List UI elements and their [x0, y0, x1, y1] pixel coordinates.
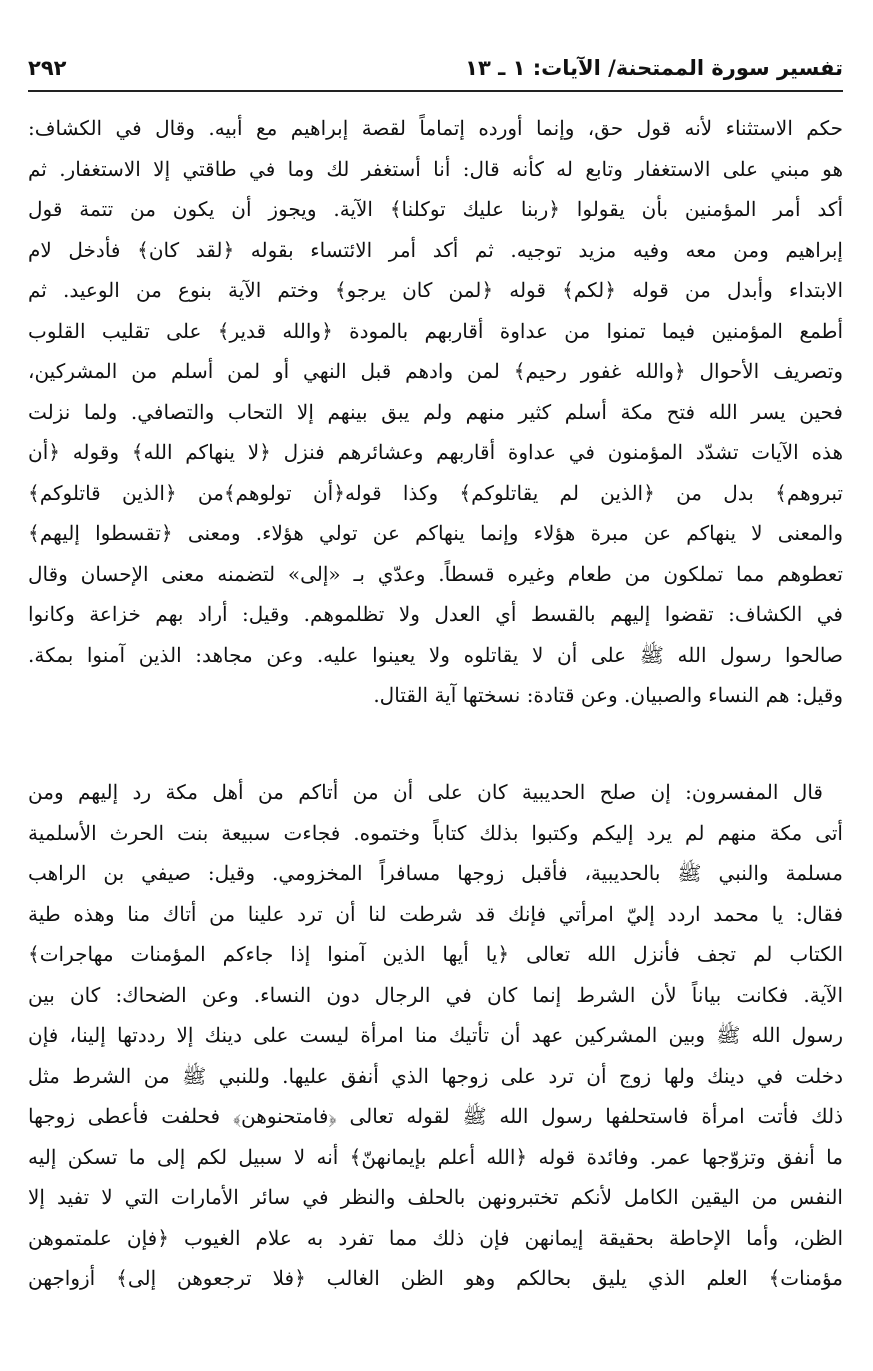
- text-line: وتصريف الأحوال ﴿والله غفور رحيم﴾ لمن وادهم قبل النهي أو لمن أسلم من المشركين،: [28, 359, 843, 383]
- paragraph-2: [28, 772, 843, 1299]
- running-title: تفسير سورة الممتحنة/ الآيات: ١ ـ ١٣: [465, 56, 843, 80]
- text-line: رسول الله ﷺ وبين المشركين عهد أن تأتيك منا امرأة ليست على دينك إلا رددتها إلينا، فإن: [28, 1023, 843, 1047]
- header-divider: [28, 90, 843, 92]
- text-line: فقال: يا محمد اردد إليّ امرأتي فإنك قد شرطت لنا أن ترد علينا من أتاك منا وهذه طية: [28, 901, 843, 926]
- text-line: حكم الاستثناء لأنه قول حق، وإنما أورده إتماماً لقصة إبراهيم مع أبيه. وقال في الكشاف:: [28, 116, 843, 140]
- text-line: وقيل: هم النساء والصبيان. وعن قتادة: نسختها آية القتال.: [373, 683, 843, 707]
- text-line: هذه الآيات تشدّد المؤمنون في عداوة أقاربهم وعشائرهم فنزل ﴿لا ينهاكم الله﴾ وقوله ﴿أن: [28, 440, 843, 464]
- text-line: هو مبني على الاستغفار وتابع له كأنه قال: أنا أستغفر لك وما في طاقتي إلا الاستغفار. ثم: [28, 156, 843, 181]
- text-line: أكد أمر المؤمنين بأن يقولوا ﴿ربنا عليك توكلنا﴾ الآية. ويجوز أن يكون من تتمة قول: [28, 197, 843, 221]
- text-line: أطمع المؤمنين فيما تمنوا من عداوة أقاربهم بالمودة ﴿والله قدير﴾ على تقليب القلوب: [28, 318, 843, 343]
- page-header: [28, 50, 843, 86]
- text-line: تعطوهم مما تملكون من طعام وغيره قسطاً. وعدّي بـ «إلى» لتضمنه معنى الإحسان وقال: [28, 561, 843, 586]
- text-line: صالحوا رسول الله ﷺ على أن لا يقاتلوه ولا يعينوا عليه. وعن مجاهد: الذين آمنوا بمكة.: [28, 642, 843, 667]
- text-line: الظن، وأما الإحاطة بحقيقة إيمانهن فإن ذلك مما تفرد به علام الغيوب ﴿فإن علمتموهن: [28, 1225, 843, 1250]
- text-line: والمعنى لا ينهاكم عن مبرة هؤلاء وإنما ينهاكم عن تولي هؤلاء. ومعنى ﴿تقسطوا إليهم﴾: [28, 521, 843, 545]
- text-line: إبراهيم ومن معه وفيه مزيد توجيه. ثم أكد أمر الائتساء بقوله ﴿لقد كان﴾ فأدخل لام: [28, 237, 843, 262]
- text-line: مؤمنات﴾ العلم الذي يليق بحالكم وهو الظن الغالب ﴿فلا ترجعوهن إلى﴾ أزواجهن: [28, 1266, 843, 1290]
- text-line: مسلمة والنبي ﷺ بالحديبية، فأقبل زوجها مسافراً المخزومي. وقيل: صيفي بن الراهب: [28, 861, 843, 885]
- text-line: ما أنفق وتزوّجها عمر. وفائدة قوله ﴿الله أعلم بإيمانهنّ﴾ أنه لا سبيل لكم إلى ما تسكن إليه: [28, 1144, 843, 1169]
- text-line: ذلك فأتت امرأة فاستحلفها رسول الله ﷺ لقوله تعالى ﴿فامتحنوهن﴾ فحلفت فأعطى زوجها: [28, 1104, 843, 1128]
- text-line: فحين يسر الله فتح مكة أسلم كثير منهم ولم يبق بينهم إلا التحاب والتصافي. ولما نزلت: [28, 399, 843, 424]
- text-line: النفس من اليقين الكامل لأنكم تختبرونهن بالحلف والنظر في سائر الأمارات التي لا تفيد إلا: [28, 1185, 843, 1209]
- text-line: في الكشاف: تقضوا إليهم بالقسط أي العدل ولا تظلموهم. وقيل: أراد بهم خزاعة وكانوا: [28, 602, 843, 626]
- text-line: الآية. فكانت بياناً لأن الشرط إنما كان في الرجال دون النساء. وعن الضحاك: كان بين: [28, 982, 843, 1007]
- text-line: دخلت في دينك ولها زوج أن ترد على زوجها الذي أنفق عليها. وللنبي ﷺ من الشرط مثل: [28, 1063, 843, 1088]
- text-line: قال المفسرون: إن صلح الحديبية كان على أن من أتاكم من أهل مكة رد إليهم ومن: [28, 780, 823, 804]
- text-line: تبروهم﴾ بدل من ﴿الذين لم يقاتلوكم﴾ وكذا قوله﴿أن تولوهم﴾من ﴿الذين قاتلوكم﴾: [28, 480, 843, 505]
- text-line: أتى مكة منهم لم يرد إليكم وكتبوا بذلك كتاباً وختموه. فجاءت سبيعة بنت الحرث الأسلمية: [28, 820, 843, 845]
- text-line: الكتاب لم تجف فأنزل الله تعالى ﴿يا أيها الذين آمنوا إذا جاءكم المؤمنات مهاجرات﴾: [28, 942, 843, 966]
- paragraph-1: [28, 108, 843, 716]
- page-number: ٢٩٢: [28, 56, 67, 80]
- text-line: الابتداء وأبدل من قوله ﴿لكم﴾ قوله ﴿لمن كان يرجو﴾ وختم الآية بنوع من الوعيد. ثم: [28, 278, 843, 302]
